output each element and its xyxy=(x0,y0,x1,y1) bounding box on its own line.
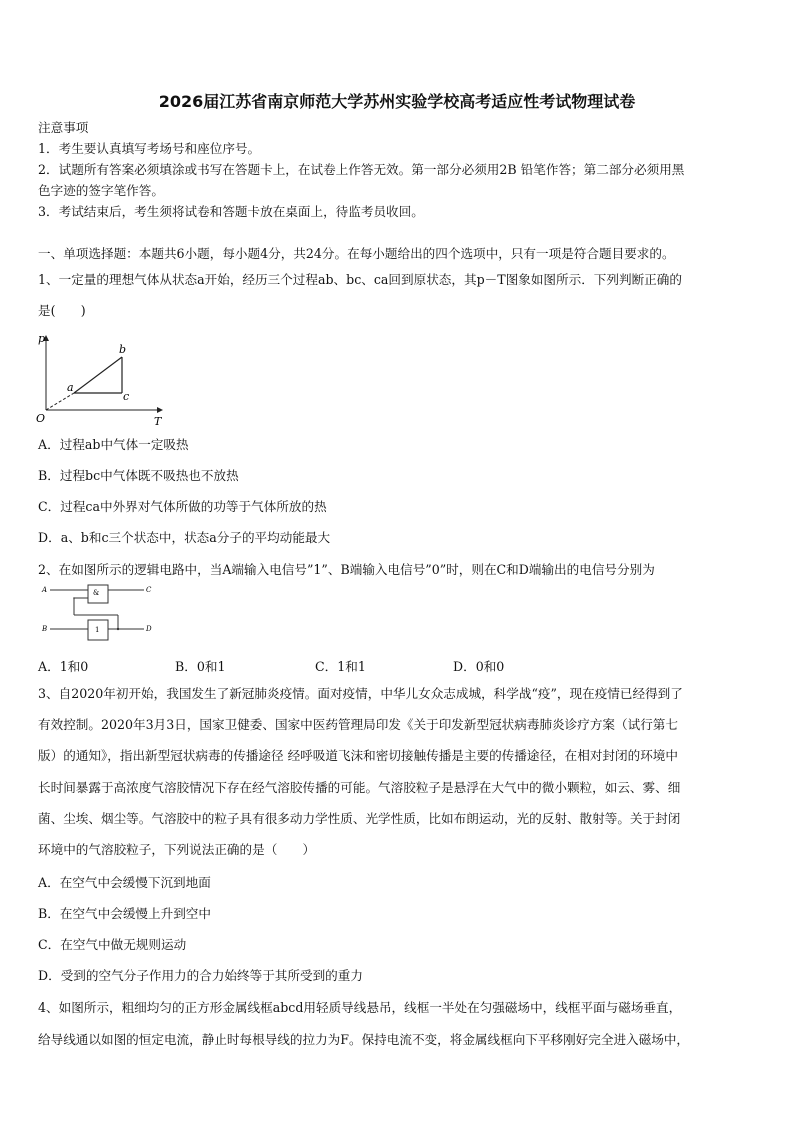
origin-label: O xyxy=(36,412,46,425)
q3-option-a: A．在空气中会缓慢下沉到地面 xyxy=(38,875,211,890)
point-a-label: a xyxy=(67,381,74,394)
q3-option-c: C．在空气中做无规则运动 xyxy=(38,937,187,952)
q3-line-3: 版）的通知》，指出新型冠状病毒的传播途径 经呼吸道飞沫和密切接触传播是主要的传播途径，在相对封闭的环境中 xyxy=(38,748,678,763)
q3-option-b: B．在空气中会缓慢上升到空中 xyxy=(38,906,211,921)
q2-option-d: D．0和0 xyxy=(453,659,505,674)
notice-item-3: 3．考试结束后，考生须将试卷和答题卡放在桌面上，待监考员收回。 xyxy=(38,204,424,219)
notice-heading: 注意事项 xyxy=(38,120,89,135)
q3-line-4: 长时间暴露于高浓度气溶胶情况下存在经气溶胶传播的可能。气溶胶粒子是悬浮在大气中的微小颗粒，如云、雾、细 xyxy=(38,780,681,795)
t-axis-label: T xyxy=(154,415,162,428)
point-b-label: b xyxy=(119,343,127,356)
output-d-label: D xyxy=(146,625,152,633)
notice-item-2: 2．试题所有答案必须填涂或书写在答题卡上，在试卷上作答无效。第一部分必须用2B 铅笔作答；第二部分必须用黑 xyxy=(38,162,685,177)
q3-line-6: 环境中的气溶胶粒子，下列说法正确的是（ ） xyxy=(38,842,316,857)
input-b-label: B xyxy=(42,625,48,633)
input-a-label: A xyxy=(42,586,48,594)
q1-stem: 1、一定量的理想气体从状态a开始，经历三个过程ab、bc、ca回到原状态，其p－T图象如图所示．下列判断正确的 xyxy=(38,272,682,287)
not-gate-symbol: 1 xyxy=(95,626,100,634)
q1-stem-cont: 是( ) xyxy=(38,303,86,318)
q3-line-5: 菌、尘埃、烟尘等。气溶胶中的粒子具有很多动力学性质、光学性质，比如布朗运动，光的反射、散射等。关于封闭 xyxy=(38,811,681,826)
q2-stem: 2、在如图所示的逻辑电路中，当A端输入电信号”1”、B端输入电信号”0”时，则在C和D端输出的电信号分别为 xyxy=(38,562,655,577)
notice-item-2-cont: 色字迹的签字笔作答。 xyxy=(38,183,164,198)
q3-line-1: 3、自2020年初开始，我国发生了新冠肺炎疫情。面对疫情，中华儿女众志成城，科学战“疫”，现在疫情已经得到了 xyxy=(38,686,683,701)
q3-option-d: D．受到的空气分子作用力的合力始终等于其所受到的重力 xyxy=(38,968,363,983)
q2-option-b: B．0和1 xyxy=(175,659,226,674)
q1-pt-graph xyxy=(34,330,170,430)
q1-option-d: D．a、b和c三个状态中，状态a分子的平均动能最大 xyxy=(38,530,331,545)
section-heading: 一、单项选择题：本题共6小题，每小题4分，共24分。在每小题给出的四个选项中，只有一项是符合题目要求的。 xyxy=(38,246,675,261)
notice-item-1: 1．考生要认真填写考场号和座位序号。 xyxy=(38,141,261,156)
point-c-label: c xyxy=(123,390,130,403)
q3-line-2: 有效控制。2020年3月3日，国家卫健委、国家中医药管理局印发《关于印发新型冠状病毒肺炎诊疗方案（试行第七 xyxy=(38,717,678,732)
output-c-label: C xyxy=(146,586,152,594)
page-title: 2026届江苏省南京师范大学苏州实验学校高考适应性考试物理试卷 xyxy=(158,92,636,111)
p-axis-label: p xyxy=(38,332,46,345)
and-gate-symbol: & xyxy=(93,589,100,597)
q4-line-1: 4、如图所示，粗细均匀的正方形金属线框abcd用轻质导线悬吊，线框一半处在匀强磁场中，线框平面与磁场垂直， xyxy=(38,1000,682,1015)
dashed-extension xyxy=(46,393,74,410)
q2-option-c: C．1和1 xyxy=(315,659,366,674)
q4-line-2: 给导线通以如图的恒定电流，静止时每根导线的拉力为F。保持电流不变，将金属线框向下平移刚好完全进入磁场中， xyxy=(38,1032,690,1047)
process-ab xyxy=(74,357,122,393)
q2-option-a: A．1和0 xyxy=(38,659,89,674)
q1-option-a: A．过程ab中气体一定吸热 xyxy=(38,437,189,452)
q1-option-b: B．过程bc中气体既不吸热也不放热 xyxy=(38,468,239,483)
q2-logic-circuit xyxy=(40,582,160,644)
q1-option-c: C．过程ca中外界对气体所做的功等于气体所放的热 xyxy=(38,499,327,514)
